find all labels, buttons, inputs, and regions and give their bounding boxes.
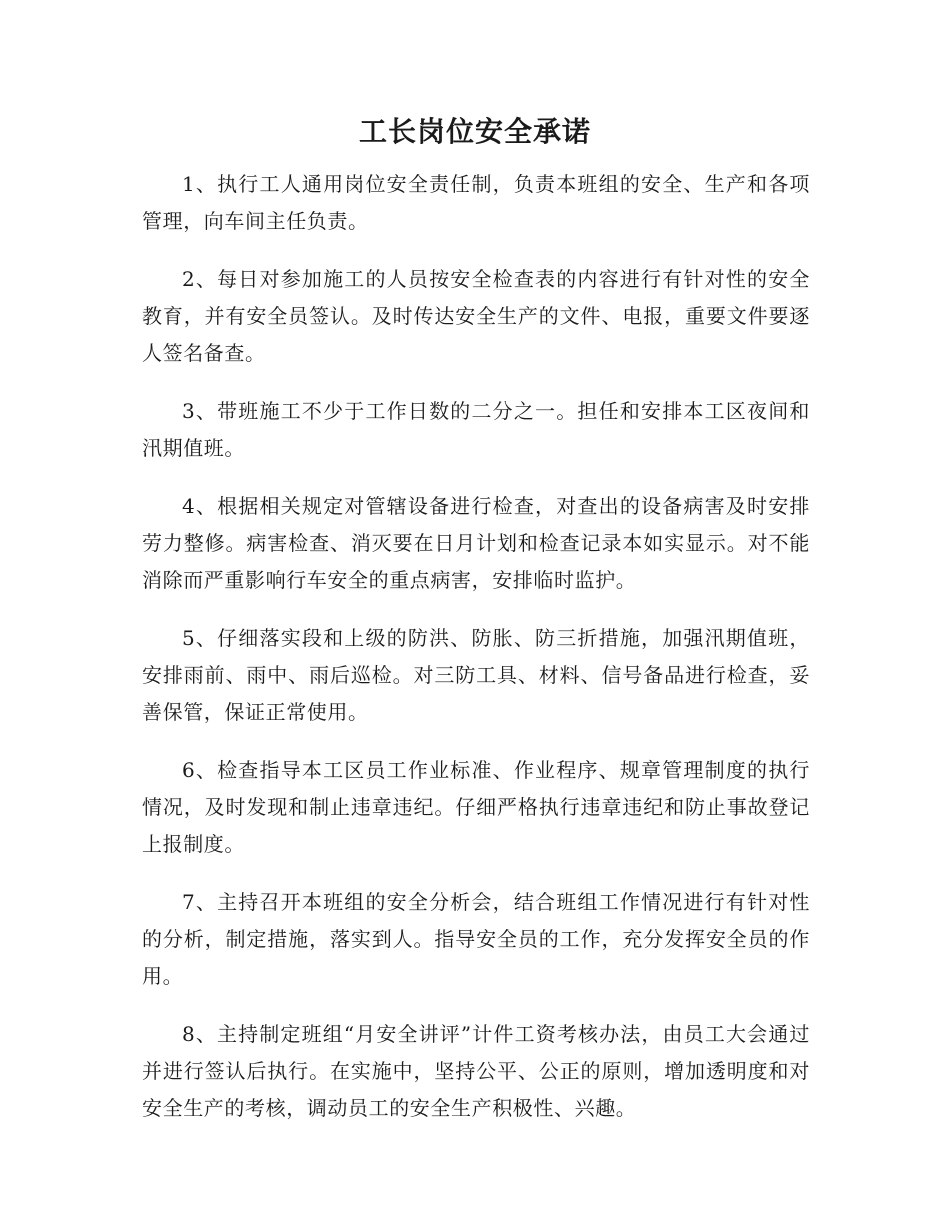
document-title: 工长岗位安全承诺 — [358, 115, 591, 148]
paragraph-5: 5、仔细落实段和上级的防洪、防胀、防三折措施，加强汛期值班，安排雨前、雨中、雨后巡检。对三防工具、材料、信号备品进行检查，妥善保管，保证正常使用。 — [142, 626, 810, 724]
paragraph-7: 7、主持召开本班组的安全分析会，结合班组工作情况进行有针对性的分析，制定措施，落实到人。指导安全员的工作，充分发挥安全员的作用。 — [142, 890, 810, 988]
paragraph-3: 3、带班施工不少于工作日数的二分之一。担任和安排本工区夜间和汛期值班。 — [142, 399, 810, 460]
paragraph-1: 1、执行工人通用岗位安全责任制，负责本班组的安全、生产和各项管理，向车间主任负责。 — [142, 172, 810, 233]
paragraph-2: 2、每日对参加施工的人员按安全检查表的内容进行有针对性的安全教育，并有安全员签认。及时传达安全生产的文件、电报，重要文件要逐人签名备查。 — [142, 267, 810, 365]
paragraph-6: 6、检查指导本工区员工作业标准、作业程序、规章管理制度的执行情况，及时发现和制止违章违纪。仔细严格执行违章违纪和防止事故登记上报制度。 — [142, 758, 810, 856]
paragraph-4: 4、根据相关规定对管辖设备进行检查，对查出的设备病害及时安排劳力整修。病害检查、消灭要在日月计划和检查记录本如实显示。对不能消除而严重影响行车安全的重点病害，安排临时监护。 — [142, 494, 810, 592]
document-body — [142, 166, 810, 1148]
paragraph-8: 8、主持制定班组“月安全讲评”计件工资考核办法，由员工大会通过并进行签认后执行。在实施中，坚持公平、公正的原则，增加透明度和对安全生产的考核，调动员工的安全生产积极性、兴趣。 — [142, 1022, 810, 1120]
